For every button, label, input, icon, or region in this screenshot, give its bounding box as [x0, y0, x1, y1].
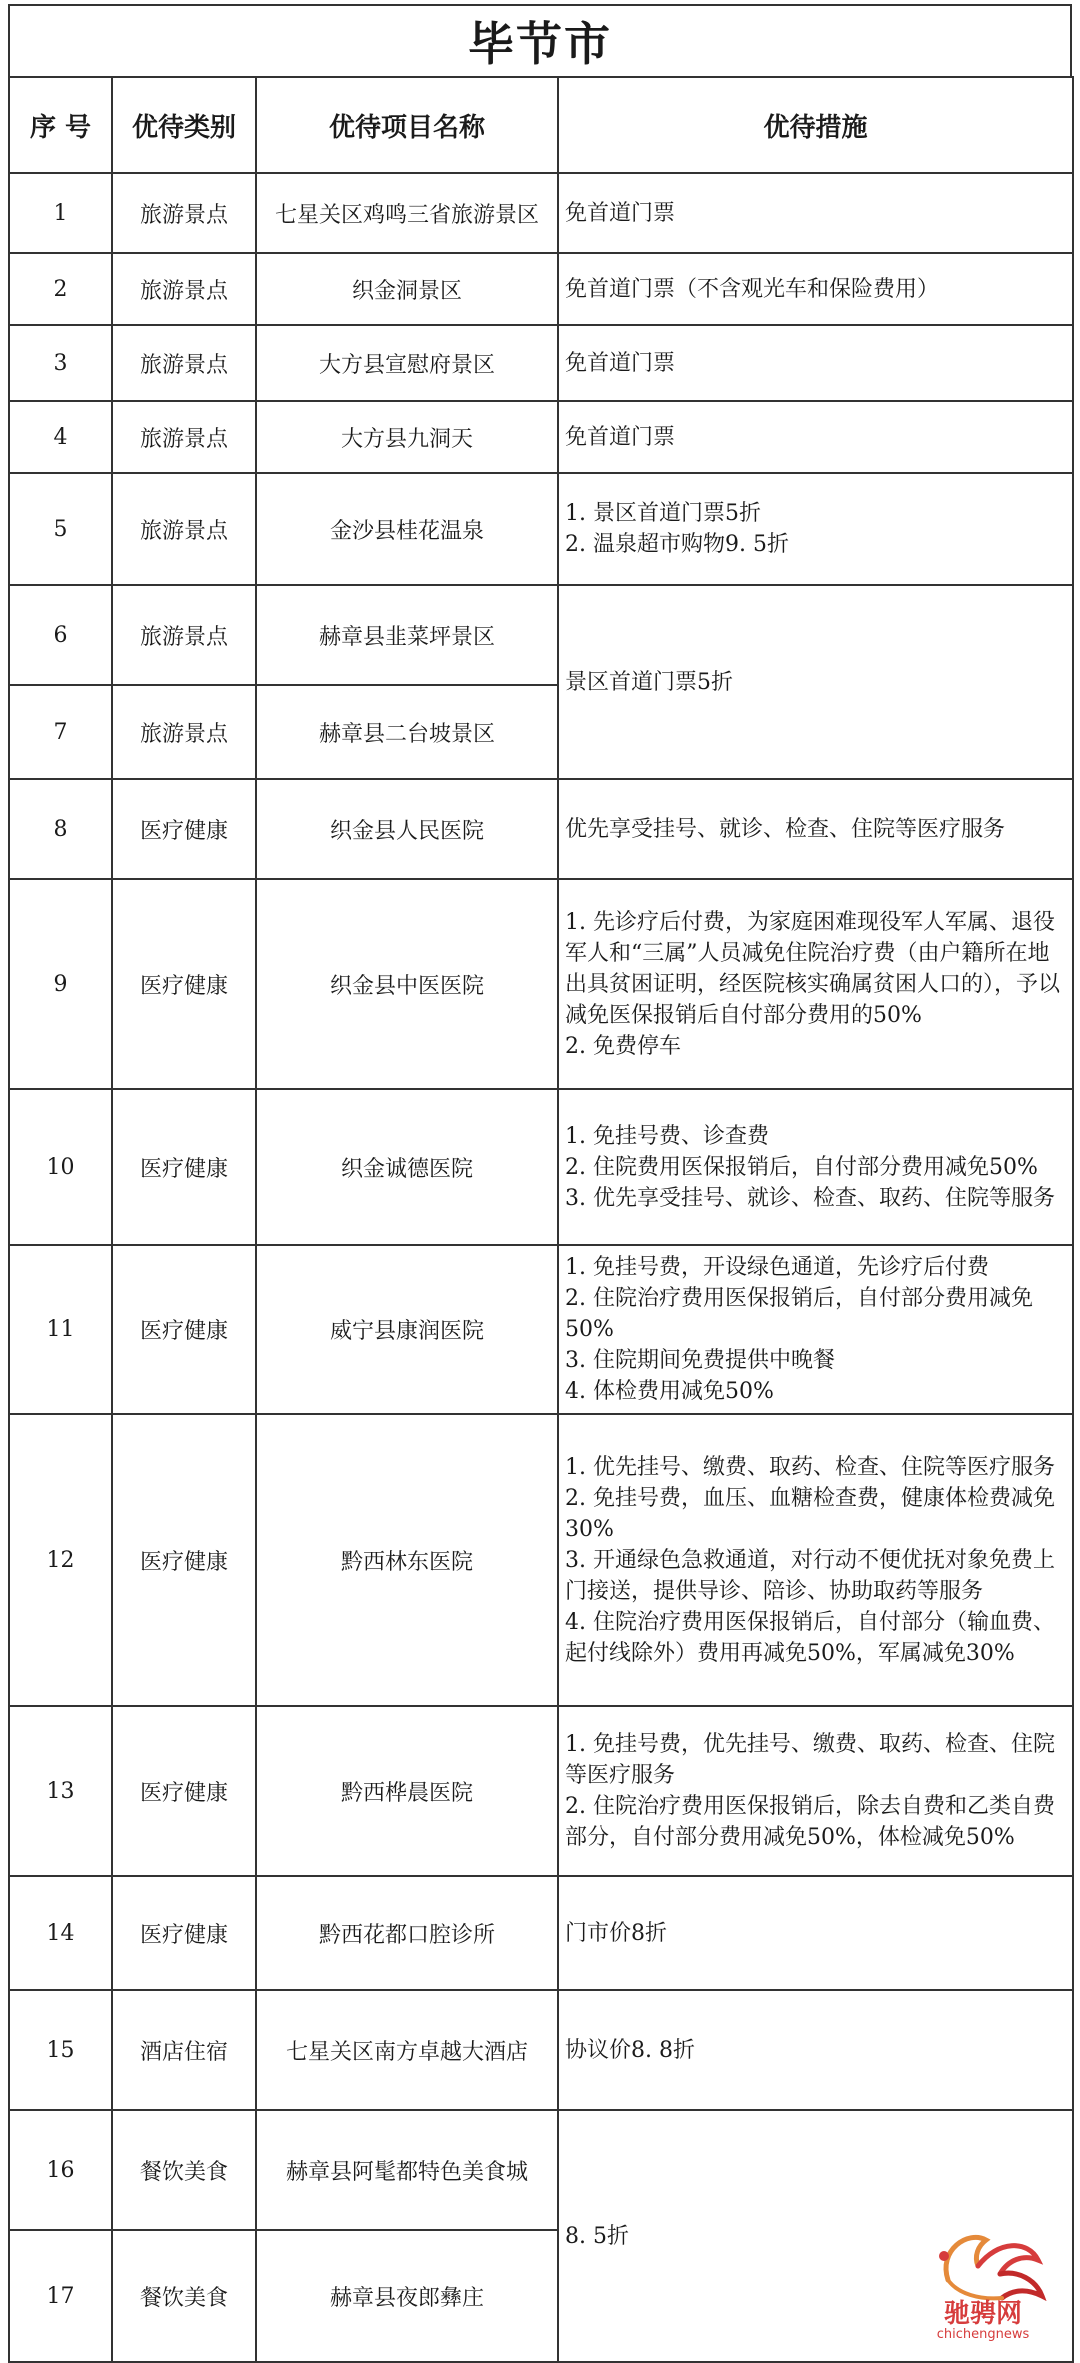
- row-project-name: 赫章县二台坡景区: [256, 685, 558, 779]
- row-measures: [558, 1990, 1073, 2110]
- row-number: 11: [9, 1245, 112, 1414]
- table-row: [9, 1414, 1073, 1706]
- row-number: 6: [9, 585, 112, 685]
- row-category: 医疗健康: [112, 1089, 256, 1245]
- page-title: 毕节市: [8, 4, 1072, 76]
- row-number: 14: [9, 1876, 112, 1990]
- measure-line: 3. 开通绿色急救通道，对行动不便优抚对象免费上门接送，提供导诊、陪诊、协助取药等服务: [565, 1547, 1055, 1604]
- header-name: 优待项目名称: [256, 77, 558, 173]
- measure-line: 2. 住院费用医保报销后，自付部分费用减免50%: [565, 1154, 1038, 1180]
- table-row: [9, 1089, 1073, 1245]
- row-category: 医疗健康: [112, 779, 256, 879]
- row-category: 医疗健康: [112, 1876, 256, 1990]
- row-measures: [558, 1876, 1073, 1990]
- measure-line: 免首道门票（不含观光车和保险费用）: [565, 276, 940, 302]
- row-category: 餐饮美食: [112, 2110, 256, 2230]
- header-category: 优待类别: [112, 77, 256, 173]
- measure-line: 免首道门票: [565, 424, 676, 450]
- row-measures: [558, 173, 1073, 253]
- measure-line: 2. 住院治疗费用医保报销后，自付部分费用减免50%: [565, 1286, 1033, 1342]
- row-measures: [558, 879, 1073, 1089]
- row-project-name: 七星关区南方卓越大酒店: [256, 1990, 558, 2110]
- row-number: 16: [9, 2110, 112, 2230]
- row-category: 医疗健康: [112, 1706, 256, 1876]
- row-category: 旅游景点: [112, 473, 256, 585]
- row-measures: [558, 473, 1073, 585]
- row-category: 旅游景点: [112, 173, 256, 253]
- watermark-logo: [908, 2210, 1058, 2342]
- row-number: 15: [9, 1990, 112, 2110]
- row-measures: [558, 779, 1073, 879]
- row-number: 17: [9, 2230, 112, 2362]
- measure-line: 免首道门票: [565, 350, 676, 376]
- measure-line: 1. 免挂号费、诊查费: [565, 1123, 769, 1149]
- measure-line: 4. 住院治疗费用医保报销后，自付部分（输血费、起付线除外）费用再减免50%，军属减免30%: [565, 1609, 1055, 1666]
- measure-line: 门市价8折: [565, 1920, 667, 1946]
- measure-line: 协议价8. 8折: [565, 2037, 695, 2063]
- row-number: 9: [9, 879, 112, 1089]
- table-row: [9, 473, 1073, 585]
- measure-line: 2. 温泉超市购物9. 5折: [565, 532, 789, 557]
- measure-line: 景区首道门票5折: [565, 669, 733, 695]
- table-row: [9, 1706, 1073, 1876]
- row-measures: [558, 1089, 1073, 1245]
- table-row: [9, 779, 1073, 879]
- table-row: [9, 173, 1073, 253]
- row-measures: [558, 253, 1073, 325]
- row-project-name: 织金洞景区: [256, 253, 558, 325]
- row-number: 12: [9, 1414, 112, 1706]
- table-row: [9, 325, 1073, 401]
- row-category: 旅游景点: [112, 585, 256, 685]
- watermark-text-en: chichengnews: [936, 2327, 1030, 2342]
- header-no: 序 号: [9, 77, 112, 173]
- row-number: 8: [9, 779, 112, 879]
- row-number: 1: [9, 173, 112, 253]
- measure-line: 2. 住院治疗费用医保报销后，除去自费和乙类自费部分，自付部分费用减免50%，体检减免50%: [565, 1794, 1055, 1850]
- row-category: 旅游景点: [112, 685, 256, 779]
- row-number: 4: [9, 401, 112, 473]
- row-number: 13: [9, 1706, 112, 1876]
- header-measures: 优待措施: [558, 77, 1073, 173]
- measure-line: 2. 免费停车: [565, 1033, 681, 1059]
- watermark-text-cn: 驰骋网: [943, 2299, 1023, 2329]
- row-number: 10: [9, 1089, 112, 1245]
- row-number: 5: [9, 473, 112, 585]
- row-measures: [558, 401, 1073, 473]
- row-project-name: 赫章县阿髦都特色美食城: [256, 2110, 558, 2230]
- table-row: [9, 401, 1073, 473]
- row-category: 医疗健康: [112, 1245, 256, 1414]
- benefits-table: [8, 76, 1074, 2363]
- row-project-name: 织金县人民医院: [256, 779, 558, 879]
- row-category: 医疗健康: [112, 879, 256, 1089]
- measure-line: 2. 免挂号费，血压、血糖检查费，健康体检费减免30%: [565, 1485, 1055, 1542]
- header-row: [9, 77, 1073, 173]
- table-row: [9, 1876, 1073, 1990]
- row-category: 旅游景点: [112, 401, 256, 473]
- row-project-name: 黔西桦晨医院: [256, 1706, 558, 1876]
- row-measures: [558, 1245, 1073, 1414]
- row-measures: [558, 325, 1073, 401]
- table-row: [9, 253, 1073, 325]
- document-sheet: [8, 4, 1072, 2354]
- table-body: [9, 173, 1073, 2362]
- measure-line: 4. 体检费用减免50%: [565, 1379, 774, 1404]
- row-number: 3: [9, 325, 112, 401]
- row-project-name: 黔西林东医院: [256, 1414, 558, 1706]
- row-project-name: 黔西花都口腔诊所: [256, 1876, 558, 1990]
- row-category: 酒店住宿: [112, 1990, 256, 2110]
- measure-line: 优先享受挂号、就诊、检查、住院等医疗服务: [565, 816, 1006, 842]
- phoenix-icon: [939, 2237, 1042, 2298]
- row-measures: [558, 1414, 1073, 1706]
- row-project-name: 赫章县夜郎彝庄: [256, 2230, 558, 2362]
- row-project-name: 织金诚德医院: [256, 1089, 558, 1245]
- measure-line: 1. 优先挂号、缴费、取药、检查、住院等医疗服务: [565, 1454, 1055, 1480]
- row-category: 旅游景点: [112, 253, 256, 325]
- measure-line: 3. 住院期间免费提供中晚餐: [565, 1348, 835, 1373]
- row-measures: [558, 1706, 1073, 1876]
- table-row: [9, 1245, 1073, 1414]
- measure-line: 1. 景区首道门票5折: [565, 501, 761, 526]
- table-row: [9, 879, 1073, 1089]
- measure-line: 8. 5折: [565, 2223, 629, 2249]
- row-project-name: 威宁县康润医院: [256, 1245, 558, 1414]
- row-project-name: 金沙县桂花温泉: [256, 473, 558, 585]
- measure-line: 1. 先诊疗后付费，为家庭困难现役军人军属、退役军人和“三属”人员减免住院治疗费（由户籍所在地出具贫困证明，经医院核实确属贫困人口的），予以减免医保报销后自付部分费用的50%: [565, 909, 1061, 1028]
- row-project-name: 大方县宣慰府景区: [256, 325, 558, 401]
- row-number: 2: [9, 253, 112, 325]
- row-project-name: 大方县九洞天: [256, 401, 558, 473]
- measure-line: 3. 优先享受挂号、就诊、检查、取药、住院等服务: [565, 1185, 1055, 1211]
- row-project-name: 赫章县韭菜坪景区: [256, 585, 558, 685]
- measure-line: 1. 免挂号费，优先挂号、缴费、取药、检查、住院等医疗服务: [565, 1732, 1055, 1788]
- table-row: [9, 585, 1073, 685]
- row-project-name: 织金县中医医院: [256, 879, 558, 1089]
- row-measures: [558, 585, 1073, 779]
- table-row: [9, 1990, 1073, 2110]
- row-category: 旅游景点: [112, 325, 256, 401]
- row-project-name: 七星关区鸡鸣三省旅游景区: [256, 173, 558, 253]
- measure-line: 1. 免挂号费，开设绿色通道，先诊疗后付费: [565, 1255, 989, 1280]
- row-category: 医疗健康: [112, 1414, 256, 1706]
- row-number: 7: [9, 685, 112, 779]
- row-category: 餐饮美食: [112, 2230, 256, 2362]
- measure-line: 免首道门票: [565, 200, 676, 226]
